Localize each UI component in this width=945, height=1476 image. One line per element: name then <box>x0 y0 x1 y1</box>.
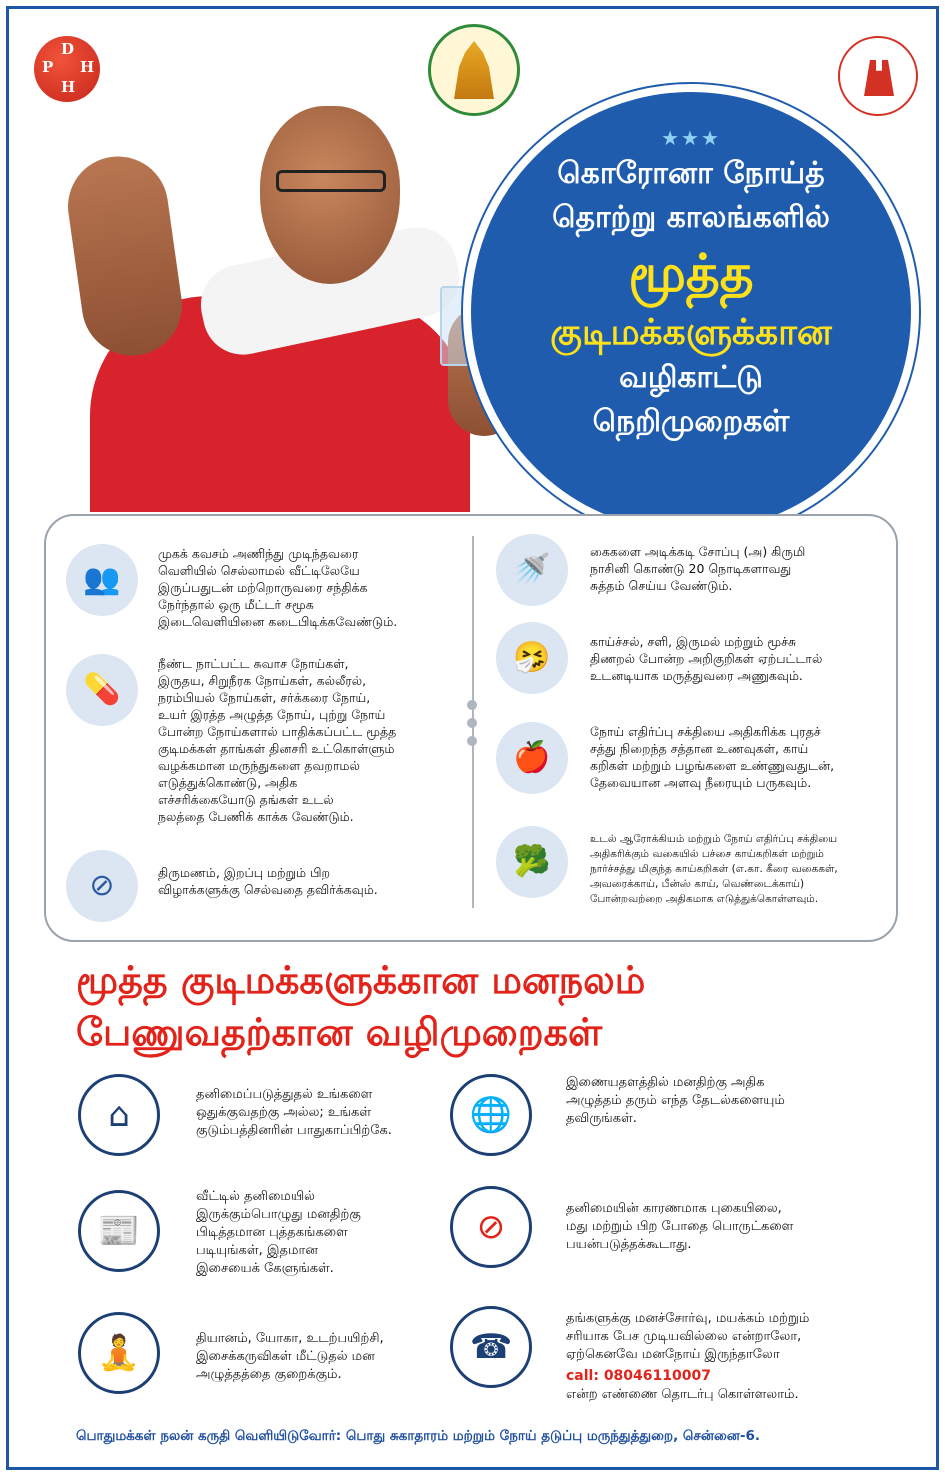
banner-line-2: தொற்று காலங்களில் <box>552 200 830 235</box>
banner-line-6: நெறிமுறைகள் <box>592 404 790 439</box>
healthy-food-icon: 🍎 <box>496 722 568 794</box>
guideline-text-gathering: திருமணம், இறப்பு மற்றும் பிற விழாக்களுக்கு செல்வதை தவிர்க்கவும். <box>158 865 378 897</box>
dph-letter-d: D <box>61 40 75 58</box>
banner-line-5: வழிகாட்டு <box>619 360 763 395</box>
temple-tower-icon <box>449 41 499 99</box>
publisher-footer: பொதுமக்கள் நலன் கருதி வெளியிடுவோர்: பொது சுகாதாரம் மற்றும் நோய் தடுப்பு மருந்துத்துறை, சென்னை-6. <box>76 1428 760 1444</box>
face <box>260 106 400 284</box>
mental-tip-meditation: தியானம், யோகா, உடற்பயிற்சி, இசைக்கருவிகள் மீட்டுதல் மன அழுத்தத்தை குறைக்கும். <box>196 1331 384 1382</box>
dph-logo <box>34 36 100 102</box>
helpline-call-icon: ☎ <box>450 1306 532 1388</box>
mental-health-heading-line-1: மூத்த குடிமக்களுக்கான மனநலம் <box>76 958 646 1002</box>
banner-line-1: கொரோனா நோய்த் <box>557 156 825 191</box>
mental-tip-substances: தனிமையின் காரணமாக புகையிலை, மது மற்றும் பிற போதை பொருட்களை பயன்படுத்தக்கூடாது. <box>566 1201 794 1252</box>
sick-woman-icon: 🤧 <box>496 622 568 694</box>
mental-tip-reading: வீட்டில் தனிமையில் இருக்கும்பொழுது மனதிற்கு பிடித்தமான புத்தகங்களை படியுங்கள், இதமான இசையைக் கேளுங்கள். <box>196 1189 361 1276</box>
stay-home-icon: ⌂ <box>78 1074 160 1156</box>
guideline-text-handwash: கைகளை அடிக்கடி சோப்பு (அ) கிருமி நாசினி கொண்டு 20 நொடிகளாவது சுத்தம் செய்ய வேண்டும். <box>590 544 806 593</box>
meditation-icon: 🧘 <box>78 1312 160 1394</box>
guideline-text-symptoms: காய்ச்சல், சளி, இருமல் மற்றும் மூச்சு திணறல் போன்ற அறிகுறிகள் ஏற்பட்டால் உடனடியாக மருத்துவரை அணுகவும். <box>590 634 823 683</box>
no-alcohol-smoking-icon: ⊘ <box>450 1186 532 1268</box>
banner-line-3: மூத்த <box>628 244 754 304</box>
guideline-text-masks: முகக் கவசம் அணிந்து முடிந்தவரை வெளியில் செல்லாமல் வீட்டிலேயே இருப்பதுடன் மற்றொருவரை சந்திக்க நேர்ந்தால் ஒரு மீட்டர் சமூக இடைவெளியினை கடைபிடிக்கவேண்டும். <box>158 546 398 629</box>
eyeglasses <box>276 170 386 192</box>
dph-letter-h2: H <box>61 78 76 96</box>
mental-tip-isolation: தனிமைப்படுத்துதல் உங்களை ஒதுக்குவதற்கு அல்ல; உங்கள் குடும்பத்தினரின் பாதுகாப்பிற்கே. <box>196 1087 392 1138</box>
dph-letter-h: H <box>80 58 95 76</box>
mental-tip-helpline: தங்களுக்கு மனச்சோர்வு, மயக்கம் மற்றும் சரியாக பேச முடியவில்லை என்றாலோ, ஏற்கெனவே மனநோய் இருந்தாலோ <box>566 1311 810 1362</box>
senior-man-photo <box>30 96 520 512</box>
banner-line-4: குடிமக்களுக்கான <box>550 312 832 353</box>
family-figure-icon <box>864 60 894 96</box>
dph-letter-p: P <box>42 58 54 76</box>
medicine-and-water-icon: 💊 <box>66 654 138 726</box>
vegetable-basket-icon: 🥦 <box>496 826 568 898</box>
stars-decoration: ★★★ <box>661 126 721 150</box>
guideline-text-medicine: நீண்ட நாட்பட்ட சுவாச நோய்கள், இருதய, சிறுநீரக நோய்கள், கல்லீரல், நரம்பியல் நோய்கள், சர்க்கரை நோய், உயர் இரத்த அழுத்த நோய், புற்று நோய் போன்ற நோய்களால் பாதிக்கப்பட்ட மூத்த குடிமக்கள் தாங்கள் தினசரி உட்கொள்ளும் வழக்கமான மருந்துகளை தவறாமல் எடுத்துக்கொண்டு, அதிக எச்சரிக்கையோடு தங்கள் உடல் நலத்தை பேணிக் காக்க வேண்டும். <box>158 656 397 824</box>
mental-health-heading-line-2: பேணுவதற்கான வழிமுறைகள் <box>76 1010 603 1054</box>
mental-tip-internet: இணையதளத்தில் மனதிற்கு அதிக அழுத்தம் தரும் எந்த தேடல்களையும் தவிருங்கள். <box>566 1075 785 1126</box>
reading-newspaper-icon: 📰 <box>78 1190 160 1272</box>
mental-tip-helpline-after: என்ற எண்ணை தொடர்பு கொள்ளலாம். <box>566 1387 799 1402</box>
no-gathering-icon: ⊘ <box>66 850 138 922</box>
divider-dots <box>467 700 479 754</box>
helpline-phone-number[interactable]: call: 08046110007 <box>566 1368 711 1384</box>
internet-browser-icon: 🌐 <box>450 1074 532 1156</box>
hand-washing-icon: 🚿 <box>496 534 568 606</box>
title-banner-circle <box>463 84 919 540</box>
ok-gesture-hand <box>62 150 189 362</box>
guideline-text-nutrition: நோய் எதிர்ப்பு சக்தியை அதிகரிக்க புரதச் சத்து நிறைந்த சத்தான உணவுகள், காய் கறிகள் மற்றும் பழங்களை உண்ணுவதுடன், தேவையான அளவு நீரையும் பருகவும். <box>590 724 835 790</box>
couple-wearing-masks-icon: 👥 <box>66 544 138 616</box>
national-health-mission-logo <box>838 36 918 116</box>
guideline-text-vegetables: உடல் ஆரோக்கியம் மற்றும் நோய் எதிர்ப்பு சக்தியை அதிகரிக்கும் வகையில் பச்சை காய்கறிகள் மற்றும் நார்ச்சத்து மிகுந்த காய்கறிகள் (எ.கா. கீரை வகைகள், அவரைக்காய், பீன்ஸ் காய், வெண்டைக்காய்) போன்றவற்றை அதிகமாக எடுத்துக்கொள்ளவும். <box>590 833 838 905</box>
